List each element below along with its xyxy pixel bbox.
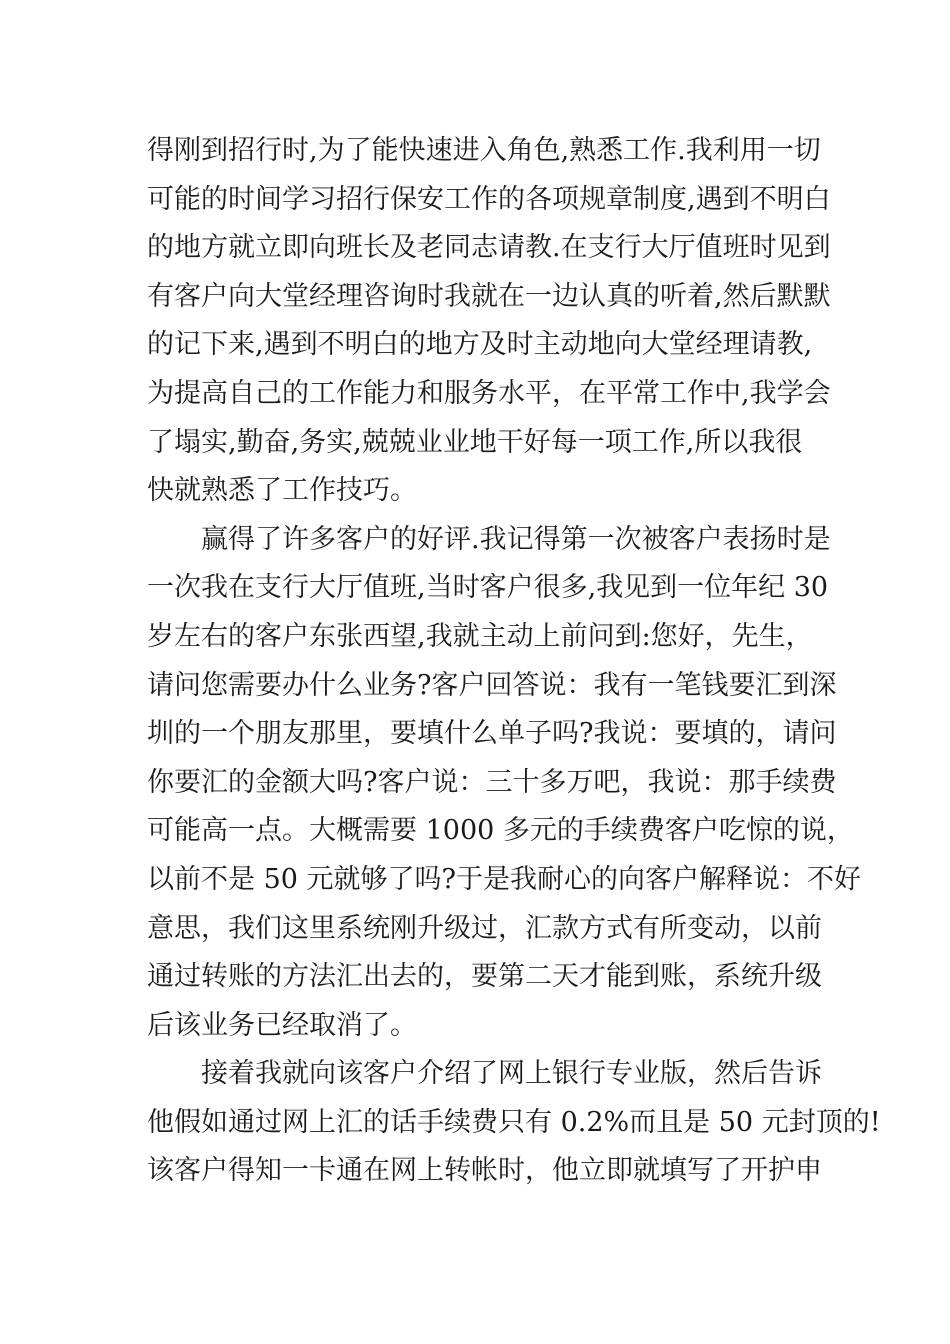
text-line: 可能的时间学习招行保安工作的各项规章制度,遇到不明白 xyxy=(147,183,831,215)
document-body xyxy=(147,127,881,1196)
text-line: 你要汇的金额大吗?客户说：三十多万吧，我说：那手续费 xyxy=(147,766,837,798)
text-line: 一次我在支行大厅值班,当时客户很多,我见到一位年纪 30 xyxy=(147,572,829,604)
text-line: 得刚到招行时,为了能快速进入角色,熟悉工作.我利用一切 xyxy=(147,135,821,166)
text-line: 他假如通过网上汇的话手续费只有 0.2%而且是 50 元封顶的! xyxy=(147,1106,881,1138)
text-line: 的记下来,遇到不明白的地方及时主动地向大堂经理请教, xyxy=(147,329,813,361)
paragraph-first-line: 赢得了许多客户的好评.我记得第一次被客户表扬时是 xyxy=(201,523,831,555)
text-line: 该客户得知一卡通在网上转帐时，他立即就填写了开护申 xyxy=(147,1155,822,1187)
text-line: 有客户向大堂经理咨询时我就在一边认真的听着,然后默默 xyxy=(147,280,831,312)
text-line: 可能高一点。大概需要 1000 多元的手续费客户吃惊的说， xyxy=(147,815,854,847)
text-line: 岁左右的客户东张西望,我就主动上前问到:您好，先生， xyxy=(147,620,813,652)
text-line: 通过转账的方法汇出去的，要第二天才能到账，系统升级 xyxy=(147,961,822,993)
text-line: 后该业务已经取消了。 xyxy=(147,1009,417,1041)
text-line: 请问您需要办什么业务?客户回答说：我有一笔钱要汇到深 xyxy=(147,669,837,701)
text-line: 快就熟悉了工作技巧。 xyxy=(147,475,417,507)
text-line: 为提高自己的工作能力和服务水平，在平常工作中,我学会 xyxy=(147,377,831,409)
text-line: 意思，我们这里系统刚升级过，汇款方式有所变动，以前 xyxy=(147,912,822,944)
text-line: 的地方就立即向班长及老同志请教.在支行大厅值班时见到 xyxy=(147,232,831,264)
paragraph-first-line: 接着我就向该客户介绍了网上银行专业版，然后告诉 xyxy=(201,1058,822,1090)
text-line: 圳的一个朋友那里，要填什么单子吗?我说：要填的，请问 xyxy=(147,718,837,750)
text-line: 了塌实,勤奋,务实,兢兢业业地干好每一项工作,所以我很 xyxy=(147,426,803,458)
text-line: 以前不是 50 元就够了吗?于是我耐心的向客户解释说：不好 xyxy=(147,863,861,895)
